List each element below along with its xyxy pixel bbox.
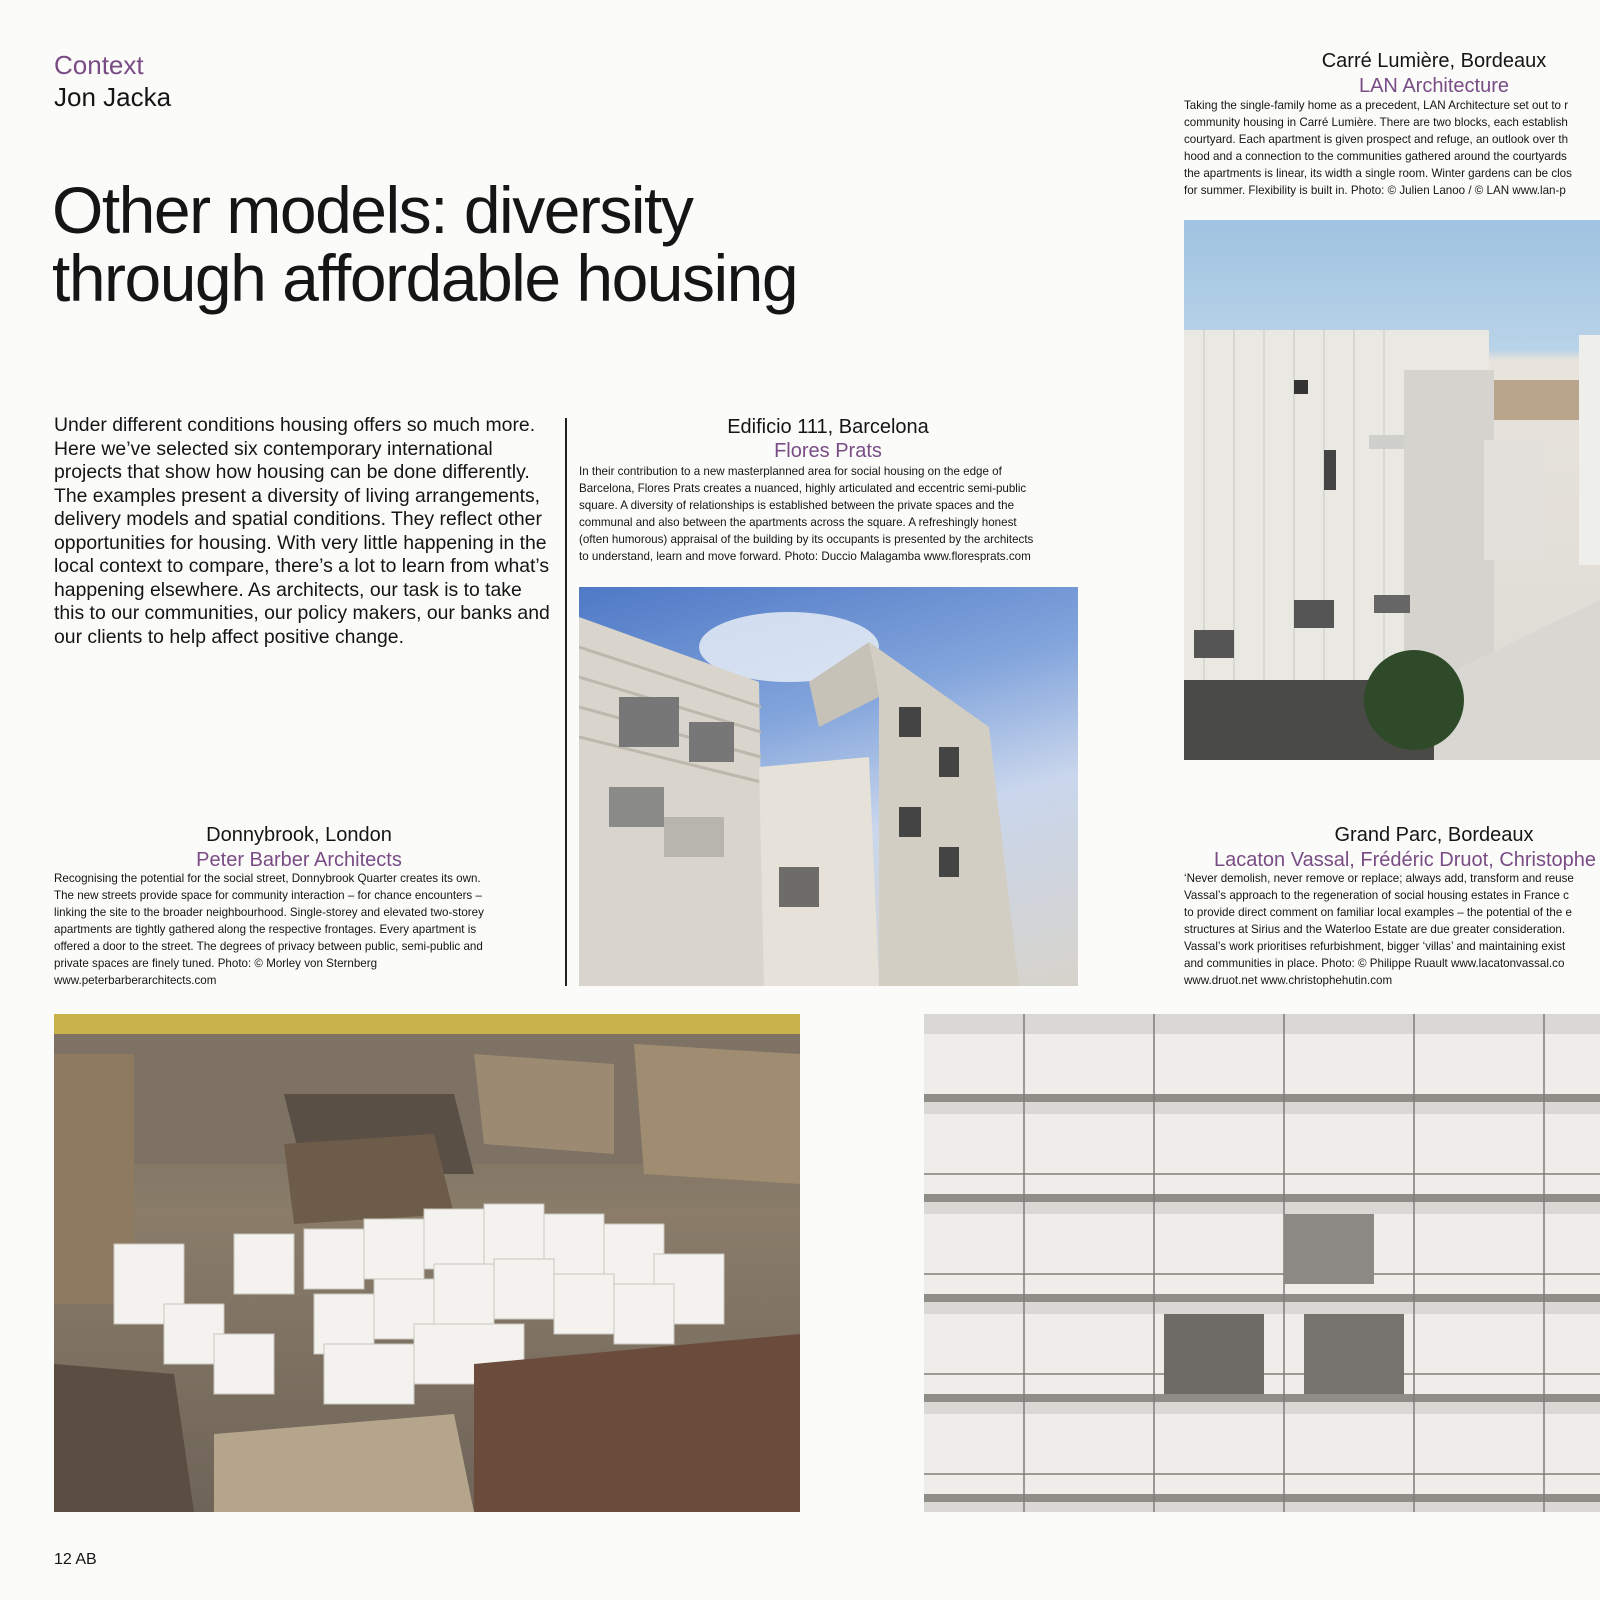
intro-paragraph: Under different conditions housing offers so much more. Here we’ve selected six contemporary international projects that show how housing can be done differently. The examples present a diversity of living arrangements, delivery models and spatial conditions. They reflect other opportunities for housing. With very little happening in the local context to compare, there’s a lot to learn from what’s happening elsewhere. As architects, our task is to take this to our communities, our policy makers, our banks and our clients to help affect positive change.: [54, 414, 550, 648]
project-description-donnybrook: [54, 870, 484, 989]
description-line: linking the site to the broader neighbourhood. Single-storey and elevated two-storey: [54, 906, 484, 919]
description-line: The new streets provide space for community interaction – for chance encounters –: [54, 889, 482, 902]
photo-grand-parc: [924, 1014, 1600, 1512]
description-line: the apartments is linear, its width a single room. Winter gardens can be clos: [1184, 167, 1572, 180]
description-line: www.druot.net www.christophehutin.com: [1184, 974, 1393, 987]
description-line: apartments are tightly gathered along the respective frontages. Every apartment is: [54, 923, 477, 936]
description-line: square. A diversity of relationships is established between the private spaces and the: [579, 499, 1015, 512]
description-line: Vassal’s work prioritises refurbishment, bigger ‘villas’ and maintaining exist: [1184, 940, 1566, 953]
project-architect-edificio: Flores Prats: [774, 440, 882, 462]
project-description-carre: [1184, 97, 1572, 199]
description-line: Taking the single-family home as a precedent, LAN Architecture set out to r: [1184, 99, 1569, 112]
description-line: for summer. Flexibility is built in. Photo: © Julien Lanoo / © LAN www.lan-p: [1184, 184, 1566, 197]
description-line: private spaces are finely tuned. Photo: © Morley von Sternberg: [54, 957, 378, 970]
description-line: Recognising the potential for the social street, Donnybrook Quarter creates its own.: [54, 872, 481, 885]
project-architect-donnybrook: Peter Barber Architects: [196, 849, 402, 871]
photo-edificio-111: [579, 587, 1078, 986]
project-description-edificio: [579, 463, 1033, 565]
column-divider: [565, 418, 567, 986]
page-title: [52, 173, 1032, 315]
project-title-edificio: Edificio 111, Barcelona: [727, 416, 929, 438]
page-folio: 12 AB: [54, 1551, 97, 1568]
building-illustration: [579, 587, 1078, 986]
description-line: hood and a connection to the communities gathered around the courtyards: [1184, 150, 1567, 163]
project-architect-carre: LAN Architecture: [1358, 75, 1510, 97]
description-line: community housing in Carré Lumière. There are two blocks, each establish: [1184, 116, 1568, 129]
description-line: to provide direct comment on familiar local examples – the potential of the e: [1184, 906, 1572, 919]
project-title-grand-parc: Grand Parc, Bordeaux: [1334, 824, 1534, 846]
description-line: (often humorous) appraisal of the building by its occupants is presented by the architects: [579, 533, 1034, 546]
photo-carre-lumiere: [1184, 220, 1600, 760]
description-line: www.peterbarberarchitects.com: [54, 974, 217, 987]
aerial-illustration: [54, 1014, 800, 1512]
project-description-grand-parc: [1184, 870, 1574, 989]
description-line: In their contribution to a new masterplanned area for social housing on the edge of: [579, 465, 1002, 478]
description-line: and communities in place. Photo: © Philippe Ruault www.lacatonvassal.co: [1184, 957, 1565, 970]
headline-line-2: through affordable housing: [52, 241, 798, 315]
facade-illustration: [924, 1014, 1600, 1512]
project-title-carre: Carré Lumière, Bordeaux: [1321, 50, 1547, 72]
building-illustration: [1184, 220, 1600, 760]
description-line: to understand, learn and move forward. Photo: Duccio Malagamba www.floresprats.com: [579, 550, 1031, 563]
description-line: structures at Sirius and the Waterloo Estate are due greater consideration.: [1184, 923, 1566, 936]
description-line: ‘Never demolish, never remove or replace; always add, transform and reuse: [1184, 872, 1574, 885]
description-line: offered a door to the street. The degrees of privacy between public, semi-public and: [54, 940, 483, 953]
project-architect-grand-parc: Lacaton Vassal, Frédéric Druot, Christophe: [1214, 849, 1597, 871]
headline-line-1: Other models: diversity: [52, 173, 693, 247]
section-label: Context: [54, 50, 144, 80]
project-title-donnybrook: Donnybrook, London: [206, 824, 392, 846]
photo-donnybrook: [54, 1014, 800, 1512]
description-line: communal and also between the apartments across the square. A refreshingly honest: [579, 516, 1017, 529]
author-name: Jon Jacka: [54, 82, 172, 112]
description-line: courtyard. Each apartment is given prospect and refuge, an outlook over th: [1184, 133, 1569, 146]
description-line: Vassal’s approach to the regeneration of social housing estates in France c: [1184, 889, 1569, 902]
description-line: Barcelona, Flores Prats creates a nuanced, highly articulated and eccentric semi-public: [579, 482, 1027, 495]
